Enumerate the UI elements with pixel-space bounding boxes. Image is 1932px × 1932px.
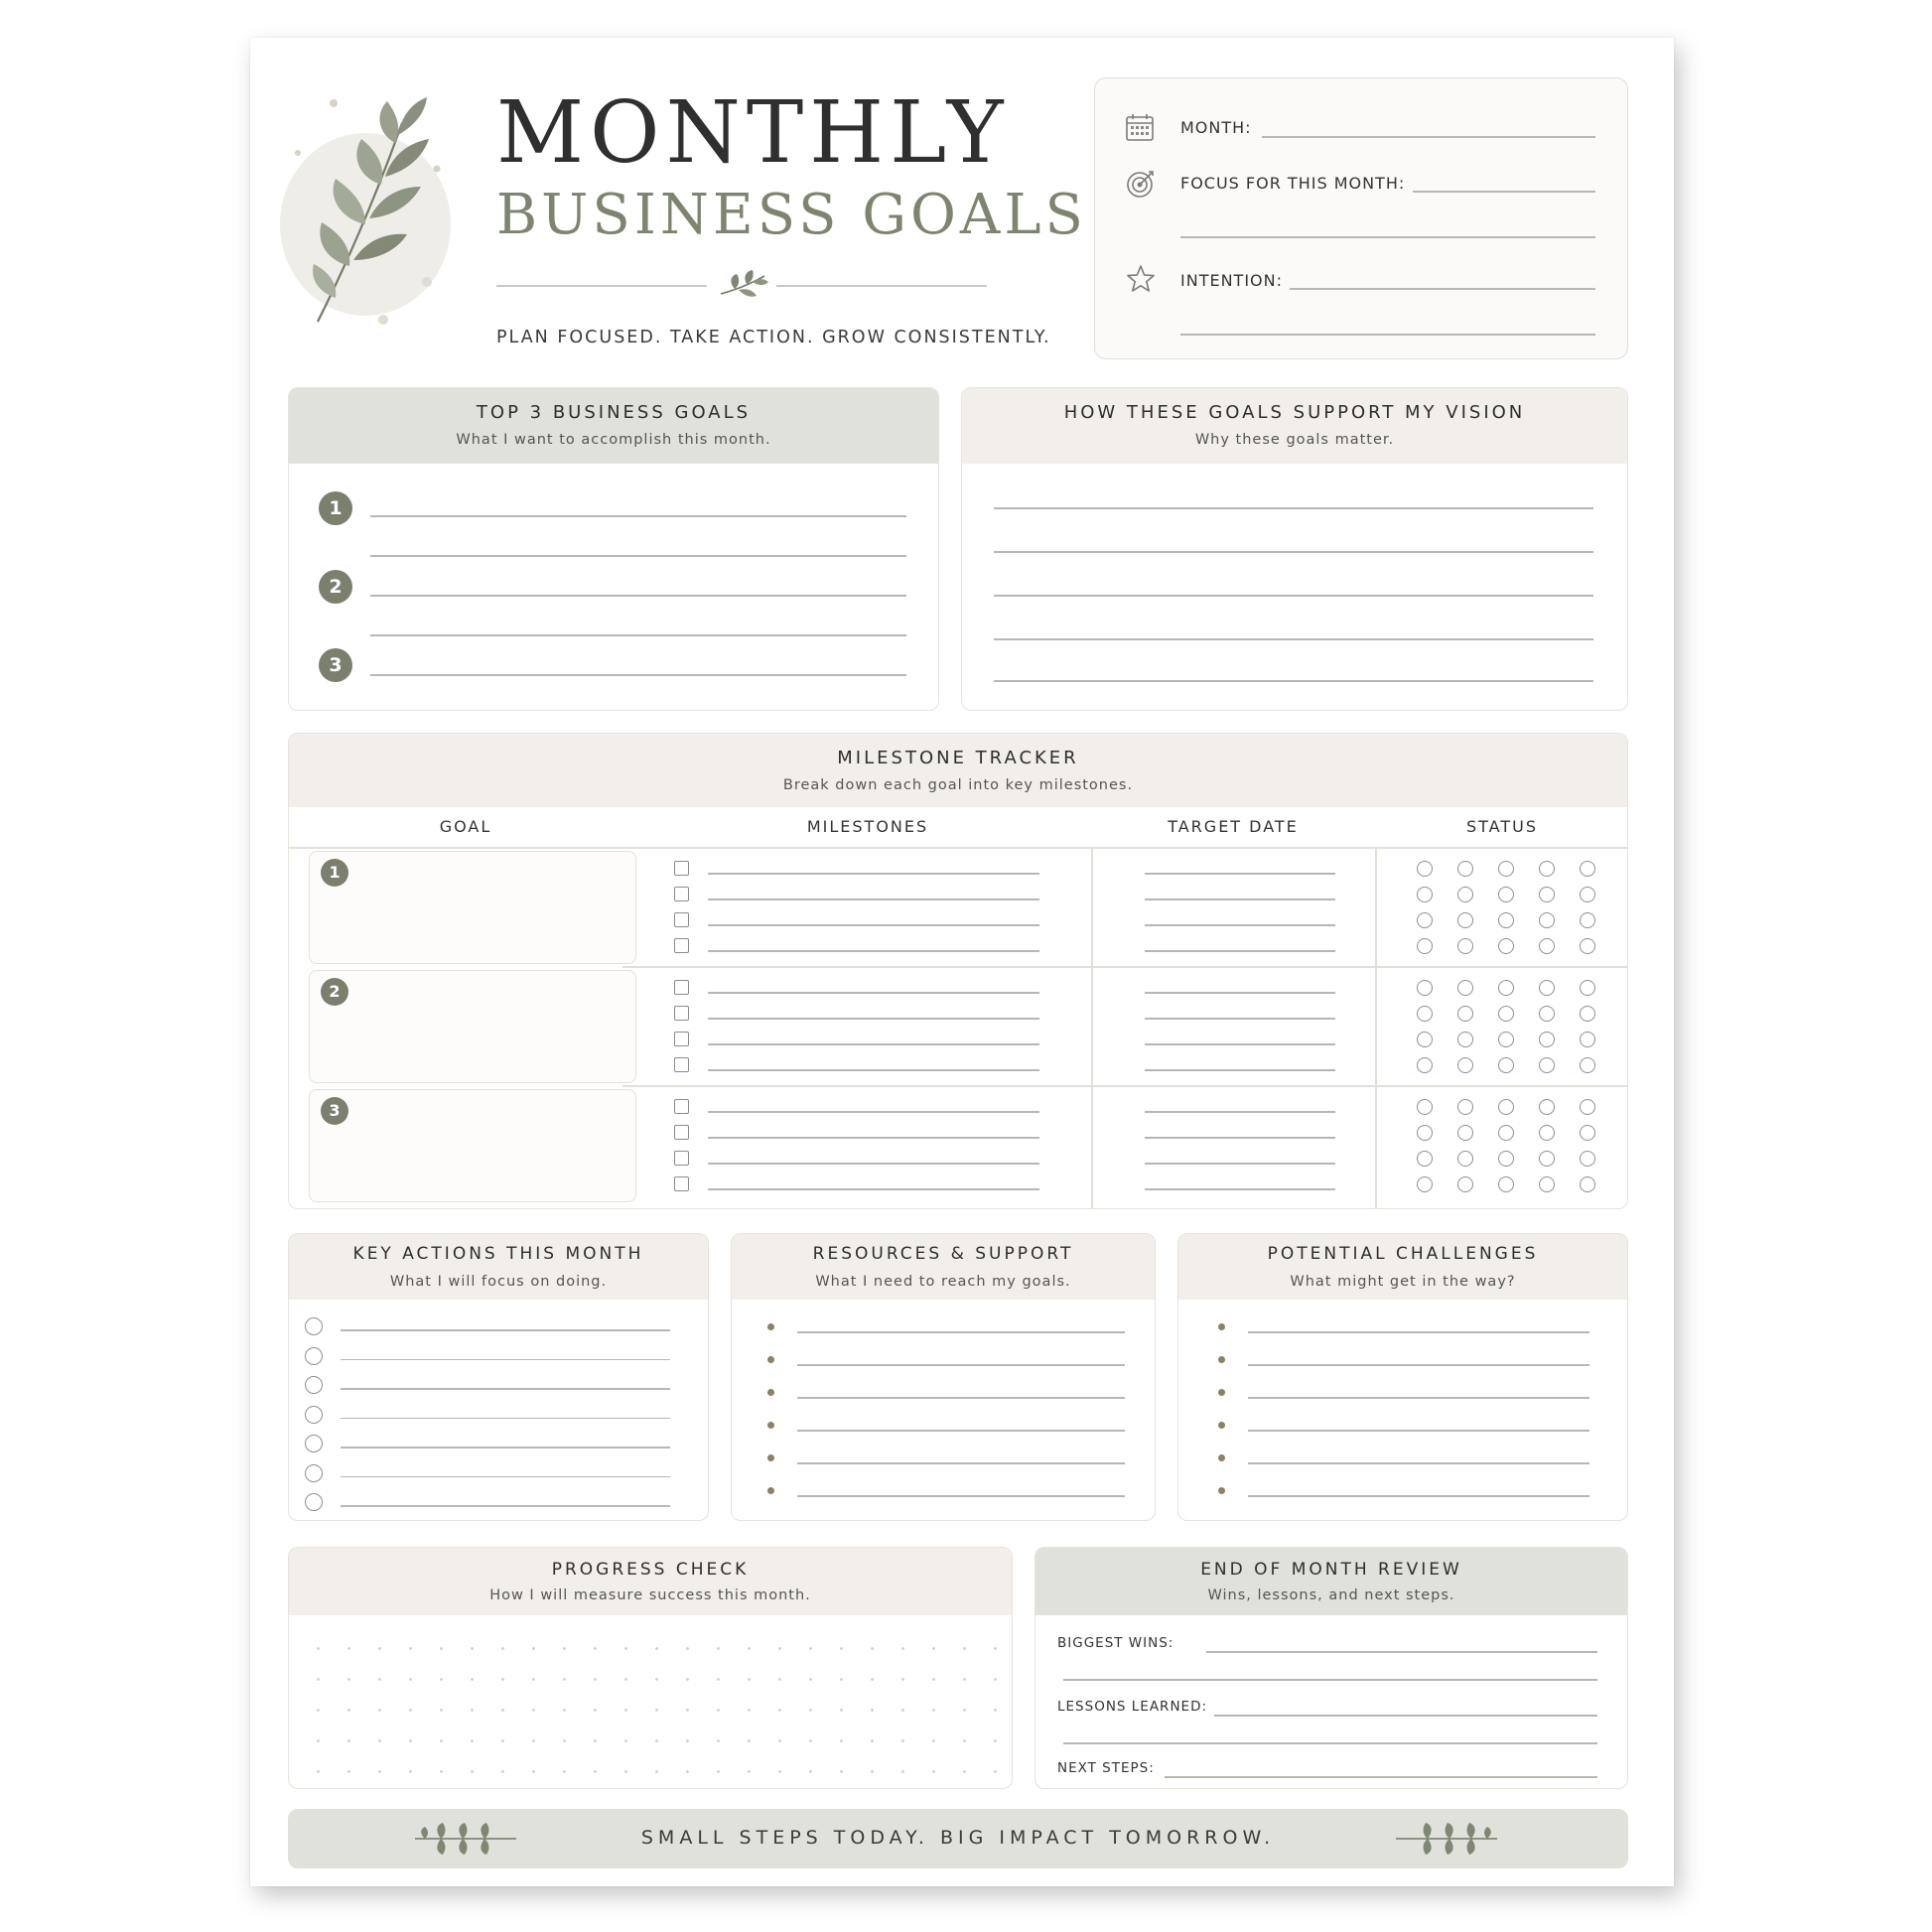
col-milestones: MILESTONES — [806, 817, 929, 836]
key-actions-title: KEY ACTIONS THIS MONTH — [352, 1244, 644, 1264]
page-title: MONTHLY — [496, 83, 1010, 183]
challenge-line[interactable] — [1248, 1495, 1589, 1497]
biggest-wins-field-2[interactable] — [1063, 1679, 1597, 1681]
footer-quote: SMALL STEPS TODAY. BIG IMPACT TOMORROW. — [640, 1827, 1276, 1849]
vision-panel — [961, 387, 1628, 711]
col-goal: GOAL — [439, 817, 492, 836]
status-circle[interactable] — [1539, 1006, 1555, 1022]
action-circle[interactable] — [305, 1406, 323, 1424]
status-circle[interactable] — [1580, 1151, 1595, 1167]
review-subtitle: Wins, lessons, and next steps. — [1207, 1587, 1455, 1603]
resource-line[interactable] — [797, 1331, 1125, 1333]
goal-number-badge: 1 — [321, 859, 348, 887]
action-line[interactable] — [341, 1329, 670, 1331]
challenges-title: POTENTIAL CHALLENGES — [1267, 1244, 1539, 1264]
challenge-bullet — [1218, 1389, 1225, 1396]
status-circle[interactable] — [1498, 861, 1514, 877]
challenge-line[interactable] — [1248, 1462, 1589, 1464]
lessons-learned-field[interactable] — [1214, 1715, 1597, 1717]
status-circle[interactable] — [1580, 938, 1595, 954]
status-circle[interactable] — [1417, 1176, 1433, 1192]
focus-field-1[interactable] — [1413, 191, 1595, 193]
resources-header — [732, 1234, 1155, 1300]
status-circle[interactable] — [1457, 938, 1473, 954]
status-circle[interactable] — [1498, 1006, 1514, 1022]
milestone-line[interactable] — [708, 1188, 1039, 1190]
resource-bullet — [767, 1323, 774, 1330]
table-header-divider — [289, 847, 1627, 849]
status-circle[interactable] — [1580, 861, 1595, 877]
challenge-bullet — [1218, 1356, 1225, 1363]
action-circle[interactable] — [305, 1435, 323, 1452]
milestone-subtitle: Break down each goal into key milestones. — [782, 777, 1134, 793]
planner-sheet — [250, 38, 1674, 1886]
action-line[interactable] — [341, 1447, 670, 1449]
vision-subtitle: Why these goals matter. — [1194, 432, 1395, 448]
status-circle[interactable] — [1539, 861, 1555, 877]
milestone-checkbox[interactable] — [674, 1006, 689, 1021]
resource-bullet — [767, 1422, 774, 1429]
status-circle[interactable] — [1417, 861, 1433, 877]
status-circle[interactable] — [1539, 912, 1555, 928]
col-divider-1 — [1091, 847, 1093, 1208]
status-circle[interactable] — [1457, 887, 1473, 902]
col-status: STATUS — [1465, 817, 1539, 836]
status-circle[interactable] — [1457, 1151, 1473, 1167]
status-circle[interactable] — [1498, 1099, 1514, 1115]
intention-field-2[interactable] — [1180, 334, 1595, 336]
top-goals-subtitle: What I want to accomplish this month. — [456, 432, 771, 448]
milestone-checkbox[interactable] — [674, 1151, 689, 1166]
target-date-line[interactable] — [1145, 992, 1335, 994]
target-date-line[interactable] — [1145, 873, 1335, 875]
intention-field-1[interactable] — [1290, 288, 1595, 290]
challenge-line[interactable] — [1248, 1397, 1589, 1399]
target-icon — [1125, 168, 1157, 200]
status-circle[interactable] — [1498, 1057, 1514, 1073]
milestone-line[interactable] — [708, 873, 1039, 875]
resource-bullet — [767, 1454, 774, 1461]
sprig-icon — [717, 268, 768, 302]
milestone-title: MILESTONE TRACKER — [837, 748, 1079, 768]
row-divider-1 — [622, 966, 1627, 968]
status-circle[interactable] — [1457, 912, 1473, 928]
milestone-checkbox[interactable] — [674, 1032, 689, 1046]
leaf-branch-icon — [278, 73, 467, 332]
key-actions-header — [289, 1234, 708, 1300]
focus-label: FOCUS FOR THIS MONTH: — [1180, 174, 1406, 193]
status-circle[interactable] — [1580, 887, 1595, 902]
challenge-bullet — [1218, 1323, 1225, 1330]
status-circle[interactable] — [1498, 912, 1514, 928]
goal-2-line[interactable] — [370, 595, 906, 597]
status-circle[interactable] — [1539, 1032, 1555, 1047]
status-circle[interactable] — [1457, 1006, 1473, 1022]
page-subtitle: BUSINESS GOALS — [496, 183, 1087, 247]
goal-2-line-2[interactable] — [370, 634, 906, 636]
status-circle[interactable] — [1417, 887, 1433, 902]
status-circle[interactable] — [1417, 912, 1433, 928]
milestone-header — [289, 734, 1627, 807]
goal-number-badge: 3 — [321, 1097, 348, 1125]
title-divider-left — [496, 285, 707, 287]
status-circle[interactable] — [1417, 980, 1433, 996]
status-circle[interactable] — [1417, 1057, 1433, 1073]
action-circle[interactable] — [305, 1317, 323, 1335]
action-circle[interactable] — [305, 1464, 323, 1482]
resource-line[interactable] — [797, 1462, 1125, 1464]
challenges-subtitle: What might get in the way? — [1290, 1274, 1516, 1290]
biggest-wins-label: BIGGEST WINS: — [1057, 1635, 1174, 1651]
status-circle[interactable] — [1580, 1125, 1595, 1141]
target-date-line[interactable] — [1145, 1188, 1335, 1190]
milestone-line[interactable] — [708, 1043, 1039, 1045]
resources-title: RESOURCES & SUPPORT — [812, 1244, 1074, 1264]
key-actions-panel — [288, 1233, 709, 1521]
challenge-line[interactable] — [1248, 1331, 1589, 1333]
status-circle[interactable] — [1457, 1032, 1473, 1047]
status-circle[interactable] — [1539, 887, 1555, 902]
milestone-checkbox[interactable] — [674, 861, 689, 876]
status-circle[interactable] — [1580, 1006, 1595, 1022]
milestone-checkbox[interactable] — [674, 980, 689, 995]
target-date-line[interactable] — [1145, 1111, 1335, 1113]
milestone-line[interactable] — [708, 1163, 1039, 1165]
milestone-line[interactable] — [708, 1069, 1039, 1071]
action-line[interactable] — [341, 1476, 670, 1478]
goal-number-badge: 2 — [321, 978, 348, 1006]
review-title: END OF MONTH REVIEW — [1200, 1560, 1462, 1580]
status-circle[interactable] — [1498, 980, 1514, 996]
month-field[interactable] — [1262, 136, 1595, 138]
status-circle[interactable] — [1539, 1176, 1555, 1192]
footer-band — [288, 1809, 1628, 1868]
top-goals-title: TOP 3 BUSINESS GOALS — [476, 402, 752, 423]
resource-line[interactable] — [797, 1364, 1125, 1366]
focus-field-2[interactable] — [1180, 236, 1595, 238]
status-circle[interactable] — [1417, 938, 1433, 954]
progress-dot-grid[interactable] — [303, 1633, 998, 1778]
action-circle[interactable] — [305, 1493, 323, 1511]
col-target-date: TARGET DATE — [1168, 817, 1299, 836]
milestone-line[interactable] — [708, 924, 1039, 926]
resource-line[interactable] — [797, 1430, 1125, 1432]
action-circle[interactable] — [305, 1347, 323, 1365]
status-circle[interactable] — [1417, 1006, 1433, 1022]
milestone-line[interactable] — [708, 1111, 1039, 1113]
top-goals-panel — [288, 387, 939, 711]
milestone-line[interactable] — [708, 992, 1039, 994]
status-circle[interactable] — [1417, 1032, 1433, 1047]
status-circle[interactable] — [1417, 1151, 1433, 1167]
goal-card[interactable] — [309, 851, 636, 964]
vision-header — [962, 388, 1627, 464]
next-steps-label: NEXT STEPS: — [1057, 1760, 1155, 1776]
star-icon — [1125, 263, 1157, 295]
status-circle[interactable] — [1457, 1099, 1473, 1115]
vision-line-2[interactable] — [994, 551, 1593, 553]
vision-line-4[interactable] — [994, 638, 1593, 640]
challenge-bullet — [1218, 1454, 1225, 1461]
status-circle[interactable] — [1539, 1057, 1555, 1073]
status-circle[interactable] — [1580, 980, 1595, 996]
sprig-icon — [1392, 1819, 1501, 1859]
target-date-line[interactable] — [1145, 1163, 1335, 1165]
challenge-bullet — [1218, 1422, 1225, 1429]
milestone-tracker-panel — [288, 733, 1628, 1209]
status-circle[interactable] — [1498, 887, 1514, 902]
status-circle[interactable] — [1457, 1125, 1473, 1141]
target-date-line[interactable] — [1145, 1018, 1335, 1020]
status-circle[interactable] — [1580, 1099, 1595, 1115]
title-divider-right — [776, 285, 987, 287]
biggest-wins-field[interactable] — [1206, 1651, 1597, 1653]
progress-check-panel — [288, 1547, 1013, 1789]
milestone-line[interactable] — [708, 898, 1039, 900]
action-line[interactable] — [341, 1418, 670, 1420]
row-divider-2 — [622, 1085, 1627, 1087]
status-circle[interactable] — [1498, 938, 1514, 954]
status-circle[interactable] — [1498, 1151, 1514, 1167]
milestone-checkbox[interactable] — [674, 1125, 689, 1140]
lessons-learned-field-2[interactable] — [1063, 1742, 1597, 1744]
milestone-checkbox[interactable] — [674, 1099, 689, 1114]
status-circle[interactable] — [1539, 1099, 1555, 1115]
status-circle[interactable] — [1457, 1176, 1473, 1192]
month-label: MONTH: — [1180, 118, 1252, 137]
action-line[interactable] — [341, 1388, 670, 1390]
milestone-checkbox[interactable] — [674, 938, 689, 953]
target-date-line[interactable] — [1145, 1069, 1335, 1071]
goal-card[interactable] — [309, 970, 636, 1083]
status-circle[interactable] — [1580, 1032, 1595, 1047]
resource-bullet — [767, 1356, 774, 1363]
resource-line[interactable] — [797, 1495, 1125, 1497]
status-circle[interactable] — [1457, 861, 1473, 877]
resources-subtitle: What I need to reach my goals. — [815, 1274, 1071, 1290]
status-circle[interactable] — [1539, 1151, 1555, 1167]
resource-bullet — [767, 1389, 774, 1396]
lessons-learned-label: LESSONS LEARNED: — [1057, 1699, 1208, 1715]
status-circle[interactable] — [1539, 938, 1555, 954]
tagline: PLAN FOCUSED. TAKE ACTION. GROW CONSISTENTLY. — [496, 328, 1051, 347]
progress-subtitle: How I will measure success this month. — [489, 1587, 811, 1603]
status-circle[interactable] — [1498, 1032, 1514, 1047]
status-circle[interactable] — [1539, 1125, 1555, 1141]
milestone-checkbox[interactable] — [674, 912, 689, 927]
status-circle[interactable] — [1580, 1176, 1595, 1192]
challenge-line[interactable] — [1248, 1364, 1589, 1366]
resource-line[interactable] — [797, 1397, 1125, 1399]
milestone-line[interactable] — [708, 1137, 1039, 1139]
status-circle[interactable] — [1580, 1057, 1595, 1073]
milestone-line[interactable] — [708, 950, 1039, 952]
month-info-box — [1094, 77, 1628, 359]
status-circle[interactable] — [1580, 912, 1595, 928]
progress-header — [289, 1548, 1012, 1615]
goal-number-1: 1 — [319, 491, 352, 525]
goal-card[interactable] — [309, 1089, 636, 1202]
status-circle[interactable] — [1457, 1057, 1473, 1073]
target-date-line[interactable] — [1145, 924, 1335, 926]
review-header — [1035, 1548, 1627, 1615]
key-actions-subtitle: What I will focus on doing. — [389, 1274, 608, 1290]
challenge-line[interactable] — [1248, 1430, 1589, 1432]
vision-title: HOW THESE GOALS SUPPORT MY VISION — [1063, 402, 1526, 423]
status-circle[interactable] — [1498, 1176, 1514, 1192]
action-circle[interactable] — [305, 1376, 323, 1394]
goal-number-2: 2 — [319, 570, 352, 604]
vision-line-3[interactable] — [994, 595, 1593, 597]
status-circle[interactable] — [1417, 1099, 1433, 1115]
next-steps-field[interactable] — [1165, 1776, 1597, 1778]
milestone-checkbox[interactable] — [674, 1057, 689, 1072]
target-date-line[interactable] — [1145, 898, 1335, 900]
vision-line-1[interactable] — [994, 507, 1593, 509]
target-date-line[interactable] — [1145, 950, 1335, 952]
goal-number-3: 3 — [319, 648, 352, 682]
status-circle[interactable] — [1539, 980, 1555, 996]
intention-label: INTENTION: — [1180, 271, 1283, 290]
target-date-line[interactable] — [1145, 1043, 1335, 1045]
resources-panel — [731, 1233, 1156, 1521]
milestone-checkbox[interactable] — [674, 887, 689, 901]
goal-1-line[interactable] — [370, 515, 906, 517]
milestone-line[interactable] — [708, 1018, 1039, 1020]
calendar-icon — [1125, 112, 1155, 142]
action-line[interactable] — [341, 1505, 670, 1507]
col-divider-2 — [1375, 847, 1377, 1208]
progress-title: PROGRESS CHECK — [551, 1560, 750, 1580]
challenge-bullet — [1218, 1487, 1225, 1494]
vision-line-5[interactable] — [994, 680, 1593, 682]
top-goals-header — [289, 388, 938, 464]
milestone-checkbox[interactable] — [674, 1176, 689, 1191]
challenges-header — [1178, 1234, 1627, 1300]
challenges-panel — [1177, 1233, 1628, 1521]
goal-1-line-2[interactable] — [370, 555, 906, 557]
status-circle[interactable] — [1457, 980, 1473, 996]
status-circle[interactable] — [1498, 1125, 1514, 1141]
target-date-line[interactable] — [1145, 1137, 1335, 1139]
resource-bullet — [767, 1487, 774, 1494]
status-circle[interactable] — [1417, 1125, 1433, 1141]
review-panel — [1035, 1547, 1628, 1789]
action-line[interactable] — [341, 1359, 670, 1361]
goal-3-line[interactable] — [370, 674, 906, 676]
